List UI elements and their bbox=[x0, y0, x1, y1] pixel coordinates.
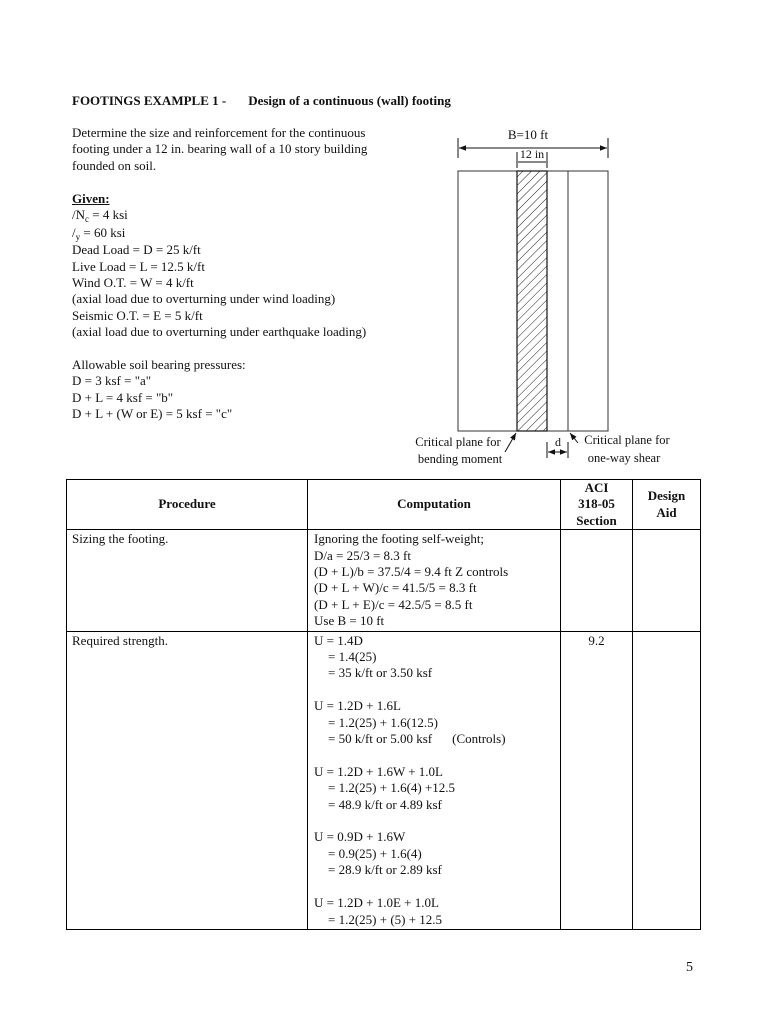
computation-line: = 0.9(25) + 1.6(4) bbox=[328, 845, 422, 861]
allowable-bearing-section bbox=[72, 357, 246, 423]
controls-note: (Controls) bbox=[452, 731, 506, 747]
computation-line: = 28.9 k/ft or 2.89 ksf bbox=[328, 862, 442, 878]
given-line: Live Load = L = 12.5 k/ft bbox=[72, 258, 205, 274]
computation-line: U = 1.2D + 1.6W + 1.0L bbox=[314, 763, 443, 779]
page-number: 5 bbox=[686, 960, 693, 975]
computation-value: = 50 k/ft or 5.00 ksf bbox=[328, 731, 433, 747]
shear-plane-arrow bbox=[570, 433, 578, 443]
computation-line: = 1.2(25) + 1.6(4) +12.5 bbox=[328, 780, 456, 796]
table-row bbox=[67, 530, 701, 631]
fy-line bbox=[72, 225, 366, 242]
computation-line: (D + L)/b = 37.5/4 = 9.4 ft Z controls bbox=[314, 564, 509, 580]
given-heading: Given: bbox=[72, 191, 110, 206]
intro-line: founded on soil. bbox=[72, 157, 157, 173]
allowable-line: D = 3 ksf = "a" bbox=[72, 373, 152, 389]
shear-plane-label-line2: one-way shear bbox=[587, 451, 661, 465]
given-line: Dead Load = D = 25 k/ft bbox=[72, 242, 201, 258]
design-aid-header-line: Aid bbox=[656, 504, 677, 520]
intro-line: Determine the size and reinforcement for the continuous bbox=[72, 125, 366, 140]
computation-line: = 1.2(25) + 1.6(12.5) bbox=[328, 714, 438, 730]
aci-header-line: ACI bbox=[584, 480, 609, 495]
example-label: FOOTINGS EXAMPLE 1 - bbox=[72, 93, 227, 108]
computation-line: U = 1.2D + 1.6L bbox=[314, 698, 401, 714]
fy-value: = 60 ksi bbox=[80, 224, 126, 240]
allowable-line: D + L = 4 ksf = "b" bbox=[72, 389, 174, 405]
intro-paragraph bbox=[72, 125, 367, 174]
fc-value: = 4 ksi bbox=[89, 207, 128, 223]
aci-section-cell bbox=[561, 530, 633, 631]
computation-line bbox=[314, 731, 554, 747]
aci-header-line: 318-05 bbox=[578, 496, 615, 512]
allowable-heading: Allowable soil bearing pressures: bbox=[72, 357, 246, 372]
computation-line: (D + L + E)/c = 42.5/5 = 8.5 ft bbox=[314, 596, 473, 612]
computation-line: U = 0.9D + 1.6W bbox=[314, 829, 406, 845]
procedure-cell: Required strength. bbox=[67, 631, 308, 929]
design-aid-cell bbox=[633, 631, 701, 929]
fc-symbol: /N bbox=[72, 207, 85, 223]
spacer bbox=[314, 682, 554, 698]
design-aid-header-line: Design bbox=[647, 488, 686, 504]
given-line: Wind O.T. = W = 4 k/ft bbox=[72, 275, 194, 291]
spacer bbox=[314, 813, 554, 829]
page-title bbox=[72, 93, 451, 109]
aci-section-cell: 9.2 bbox=[561, 631, 633, 929]
footing-width-label: B=10 ft bbox=[507, 127, 549, 142]
calculation-table bbox=[66, 479, 701, 930]
computation-cell bbox=[308, 631, 561, 929]
table-header-row bbox=[67, 480, 701, 530]
computation-cell bbox=[308, 530, 561, 631]
computation-line: Use B = 10 ft bbox=[314, 613, 385, 629]
fy-subscript: y bbox=[75, 231, 81, 242]
spacer bbox=[314, 879, 554, 895]
table-row bbox=[67, 631, 701, 929]
computation-header: Computation bbox=[308, 480, 561, 530]
aci-section-header bbox=[561, 480, 633, 530]
computation-line: U = 1.2D + 1.0E + 1.0L bbox=[314, 895, 439, 911]
aci-header-line: Section bbox=[576, 512, 617, 528]
d-label: d bbox=[555, 435, 561, 449]
bending-plane-label-line1: Critical plane for bbox=[415, 435, 501, 449]
given-line: Seismic O.T. = E = 5 k/ft bbox=[72, 307, 203, 323]
computation-line: = 1.2(25) + (5) + 12.5 bbox=[328, 911, 443, 927]
computation-line: U = 1.4D bbox=[314, 632, 363, 648]
design-aid-header bbox=[633, 480, 701, 530]
bending-plane-arrow bbox=[505, 433, 516, 452]
computation-line: = 48.9 k/ft or 4.89 ksf bbox=[328, 796, 442, 812]
fc-subscript: c bbox=[85, 214, 89, 225]
design-aid-cell bbox=[633, 530, 701, 631]
example-subtitle: Design of a continuous (wall) footing bbox=[248, 93, 451, 108]
given-line: (axial load due to overturning under earthquake loading) bbox=[72, 324, 367, 340]
fy-symbol: / bbox=[72, 224, 76, 240]
spacer bbox=[314, 747, 554, 763]
computation-line: = 35 k/ft or 3.50 ksf bbox=[328, 665, 433, 681]
shear-plane-label-line1: Critical plane for bbox=[584, 433, 670, 447]
allowable-line: D + L + (W or E) = 5 ksf = "c" bbox=[72, 406, 233, 422]
computation-line: (D + L + W)/c = 41.5/5 = 8.3 ft bbox=[314, 580, 477, 596]
procedure-header: Procedure bbox=[67, 480, 308, 530]
wall-width-label: 12 in bbox=[519, 147, 545, 161]
computation-line: D/a = 25/3 = 8.3 ft bbox=[314, 547, 411, 563]
computation-line: = 1.4(25) bbox=[328, 649, 377, 665]
fc-line bbox=[72, 207, 366, 224]
intro-line: footing under a 12 in. bearing wall of a 10 story building bbox=[72, 141, 368, 157]
procedure-cell: Sizing the footing. bbox=[67, 530, 308, 631]
given-section bbox=[72, 191, 366, 341]
given-line: (axial load due to overturning under wind loading) bbox=[72, 291, 336, 307]
bending-plane-label-line2: bending moment bbox=[417, 452, 503, 466]
footing-diagram bbox=[400, 124, 690, 469]
wall-section bbox=[517, 171, 547, 431]
computation-line: Ignoring the footing self-weight; bbox=[314, 531, 485, 547]
